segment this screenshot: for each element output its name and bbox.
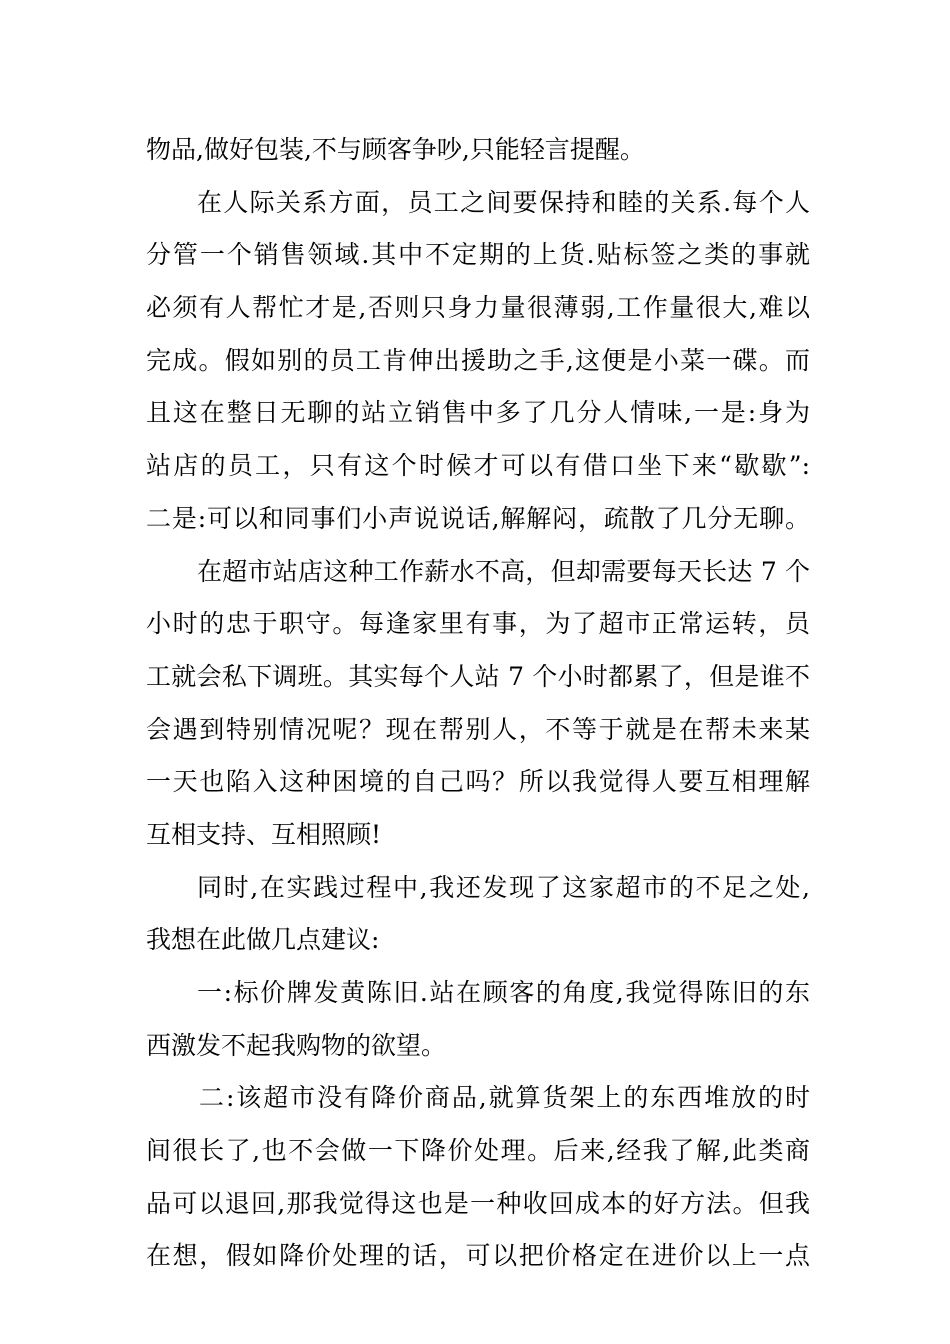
text-line: 工就会私下调班。其实每个人站 7 个小时都累了，但是谁不 xyxy=(146,661,810,691)
text-line: 同时,在实践过程中,我还发现了这家超市的不足之处, xyxy=(197,872,810,902)
text-line: 站店的员工，只有这个时候才可以有借口坐下来“歇歇”: xyxy=(146,451,810,481)
text-line: 小时的忠于职守。每逢家里有事，为了超市正常运转，员 xyxy=(146,609,810,639)
text-line: 互相支持、互相照顾! xyxy=(146,819,382,849)
text-line: 西激发不起我购物的欲望。 xyxy=(146,1030,447,1060)
text-line: 二:该超市没有降价商品,就算货架上的东西堆放的时 xyxy=(199,1083,810,1113)
text-line: 我想在此做几点建议: xyxy=(146,925,380,955)
text-line: 在想，假如降价处理的话，可以把价格定在进价以上一点 xyxy=(146,1241,810,1271)
text-line: 且这在整日无聊的站立销售中多了几分人情味,一是:身为 xyxy=(146,398,810,428)
text-line: 完成。假如别的员工肯伸出援助之手,这便是小菜一碟。而 xyxy=(146,345,810,375)
text-line: 物品,做好包装,不与顾客争吵,只能轻言提醒。 xyxy=(146,135,645,164)
text-line: 必须有人帮忙才是,否则只身力量很薄弱,工作量很大,难以 xyxy=(146,293,810,323)
text-line: 分管一个销售领域.其中不定期的上货.贴标签之类的事就 xyxy=(146,240,810,270)
text-line: 一:标价牌发黄陈旧.站在顾客的角度,我觉得陈旧的东 xyxy=(197,978,810,1007)
text-line: 在超市站店这种工作薪水不高，但却需要每天长达 7 个 xyxy=(197,556,810,586)
text-line: 品可以退回,那我觉得这也是一种收回成本的好方法。但我 xyxy=(146,1188,810,1218)
text-line: 在人际关系方面，员工之间要保持和睦的关系.每个人 xyxy=(197,187,810,217)
text-line: 一天也陷入这种困境的自己吗？所以我觉得人要互相理解 xyxy=(146,767,810,797)
text-line: 会遇到特别情况呢？现在帮别人，不等于就是在帮未来某 xyxy=(146,714,810,744)
text-line: 二是:可以和同事们小声说说话,解解闷，疏散了几分无聊。 xyxy=(146,503,810,533)
document-body xyxy=(146,124,810,1283)
text-line: 间很长了,也不会做一下降价处理。后来,经我了解,此类商 xyxy=(146,1136,810,1166)
